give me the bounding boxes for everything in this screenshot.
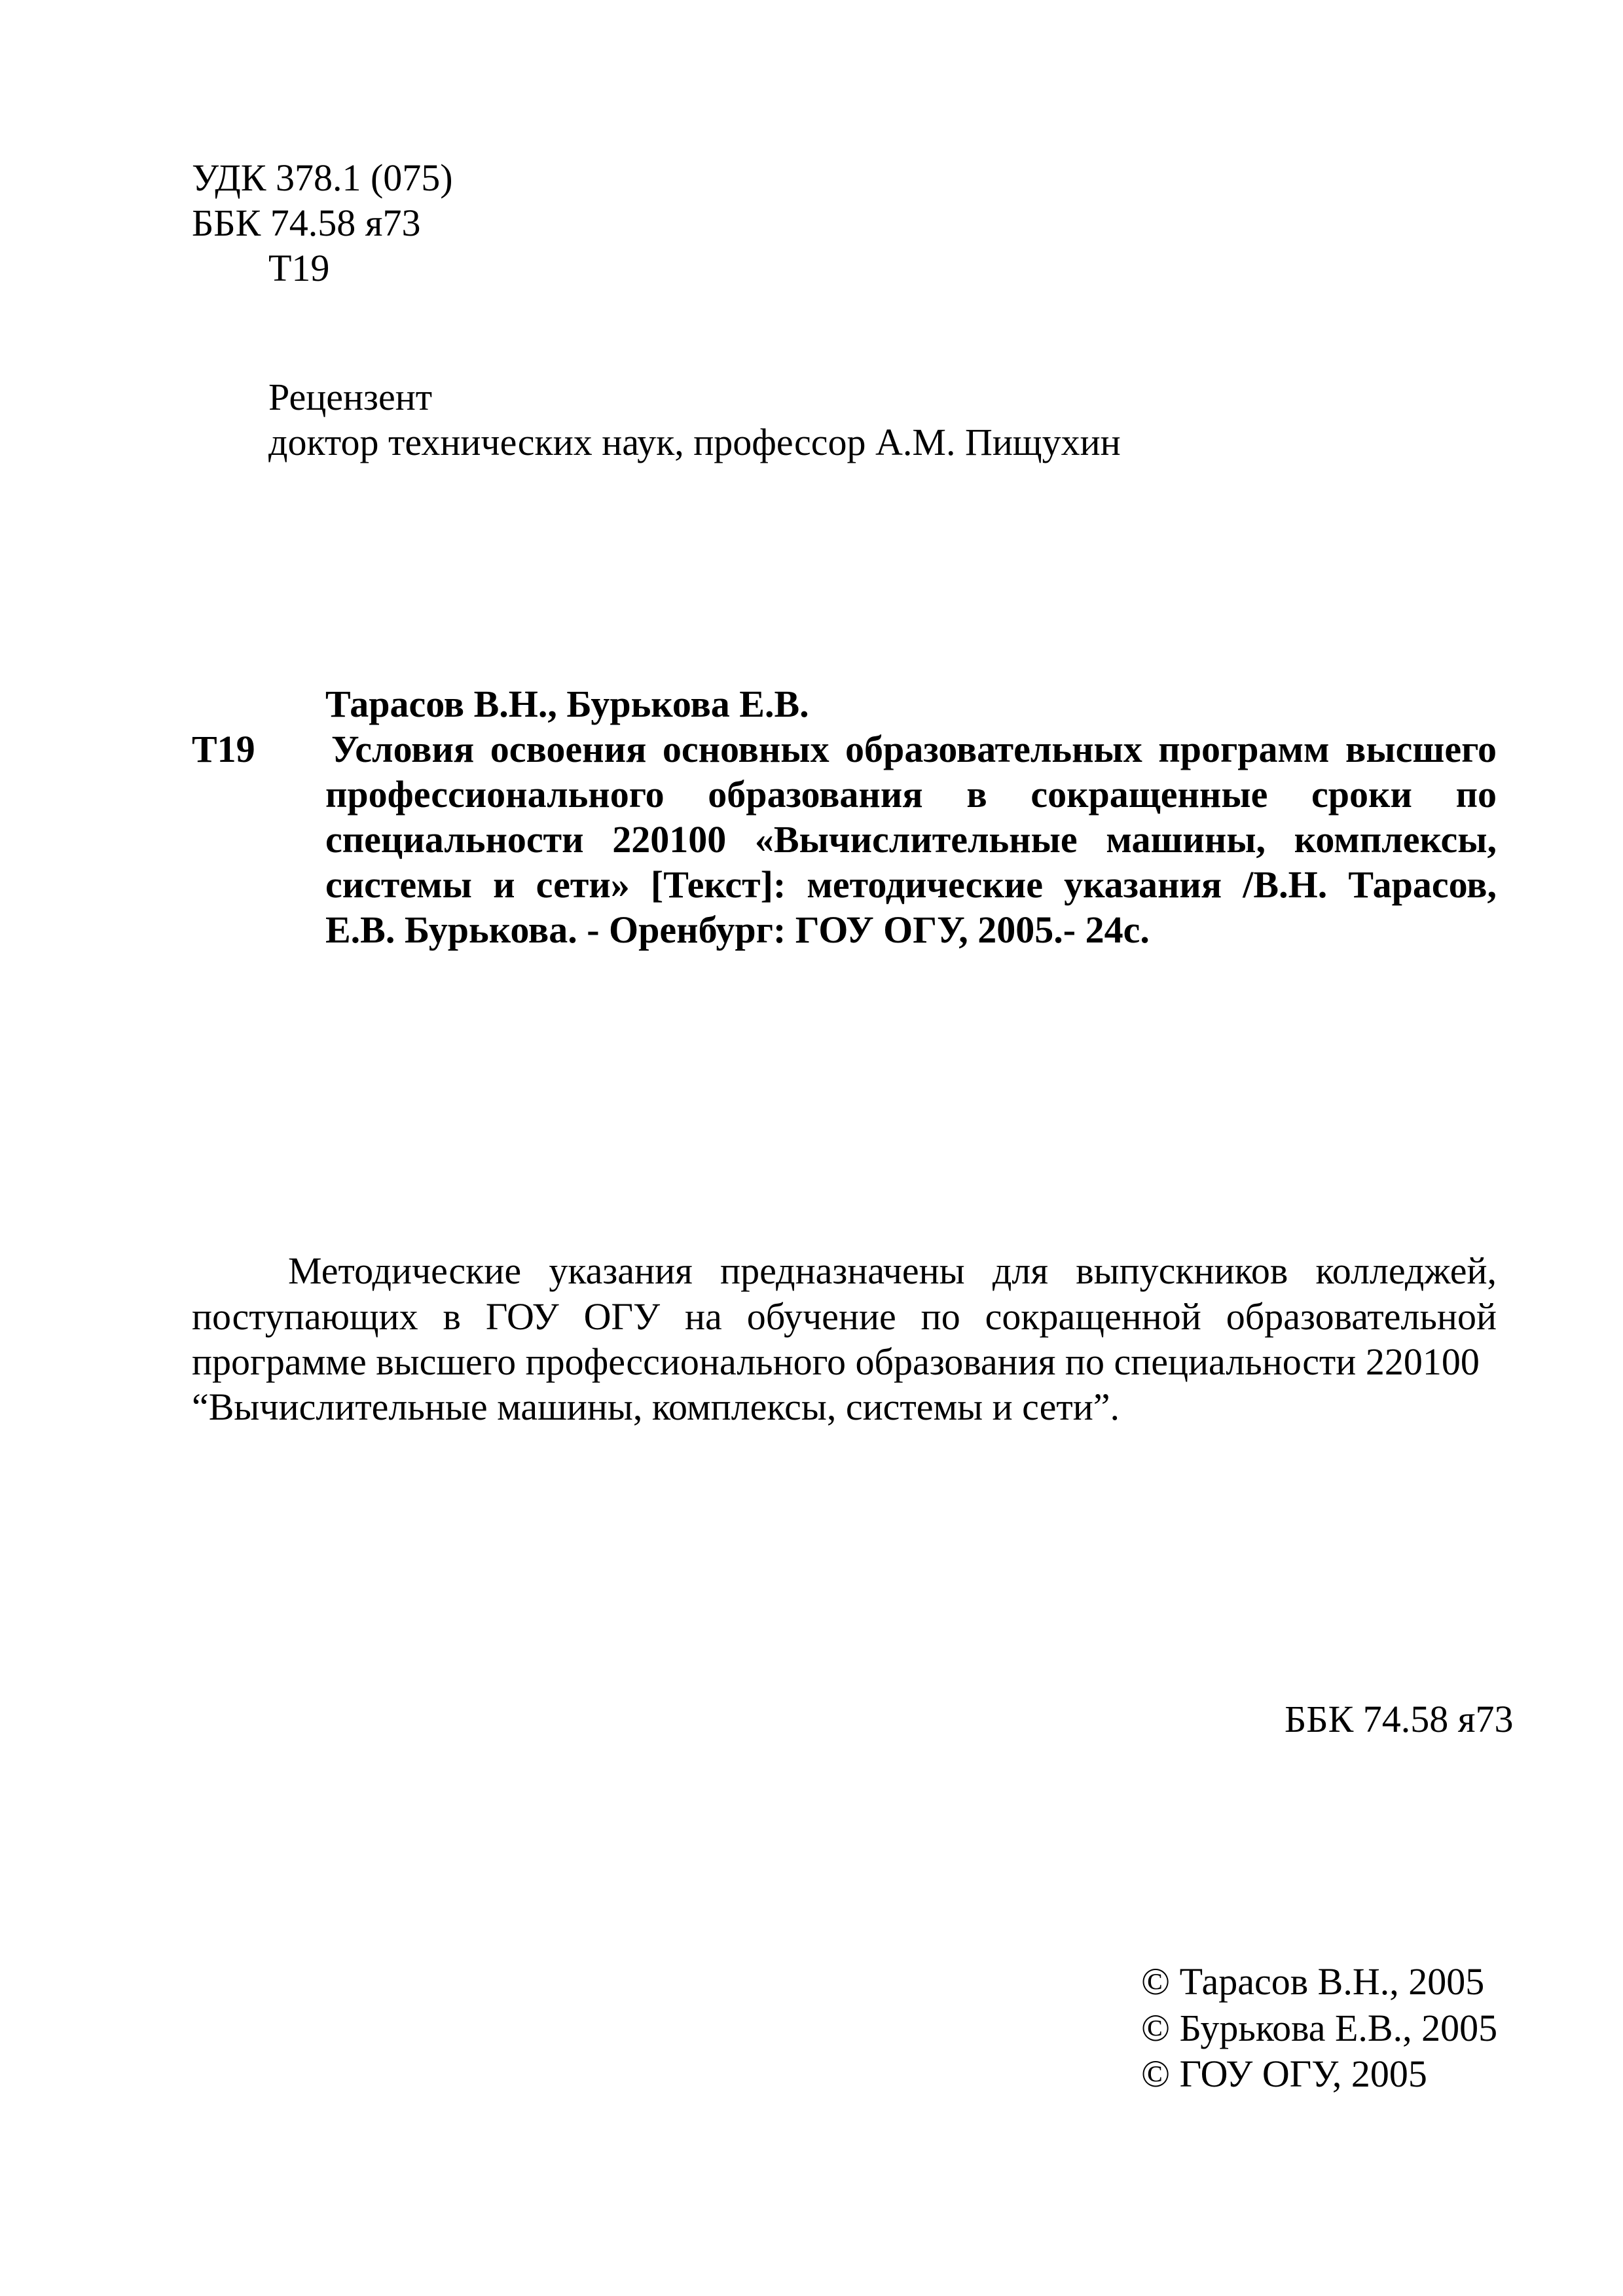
bbk-footer: ББК 74.58 я73 — [1285, 1698, 1514, 1740]
bib-line: специальности 220100 «Вычислительные машины, комплексы, — [325, 818, 1497, 861]
bib-authors: Тарасов В.Н., Бурькова Е.В. — [325, 683, 809, 725]
reviewer-label: Рецензент — [268, 376, 433, 418]
annotation-line: программе высшего профессионального образования по специальности 220100 — [192, 1340, 1480, 1383]
bib-line: Е.В. Бурькова. - Оренбург: ГОУ ОГУ, 2005.- 24с. — [325, 908, 1150, 951]
bib-line: Условия освоения основных образовательных программ высшего — [331, 728, 1497, 770]
author-mark: Т19 — [268, 247, 330, 289]
annotation-line: Методические указания предназначены для выпускников колледжей, — [288, 1249, 1497, 1292]
reviewer-name: доктор технических наук, профессор А.М. Пищухин — [268, 421, 1121, 463]
bib-line: системы и сети» [Текст]: методические указания /В.Н. Тарасов, — [325, 863, 1497, 906]
copyright-line: © Бурькова Е.В., 2005 — [1141, 2007, 1498, 2049]
copyright-line: © Тарасов В.Н., 2005 — [1141, 1960, 1485, 2003]
udk-code: УДК 378.1 (075) — [192, 156, 453, 199]
bib-code: Т19 — [192, 728, 255, 770]
annotation-line: “Вычислительные машины, комплексы, системы и сети”. — [192, 1386, 1120, 1428]
bib-line: профессионального образования в сокращенные сроки по — [325, 773, 1497, 816]
bbk-code: ББК 74.58 я73 — [192, 202, 421, 244]
copyright-line: © ГОУ ОГУ, 2005 — [1141, 2053, 1427, 2095]
annotation-line: поступающих в ГОУ ОГУ на обучение по сокращенной образовательной — [192, 1295, 1497, 1338]
